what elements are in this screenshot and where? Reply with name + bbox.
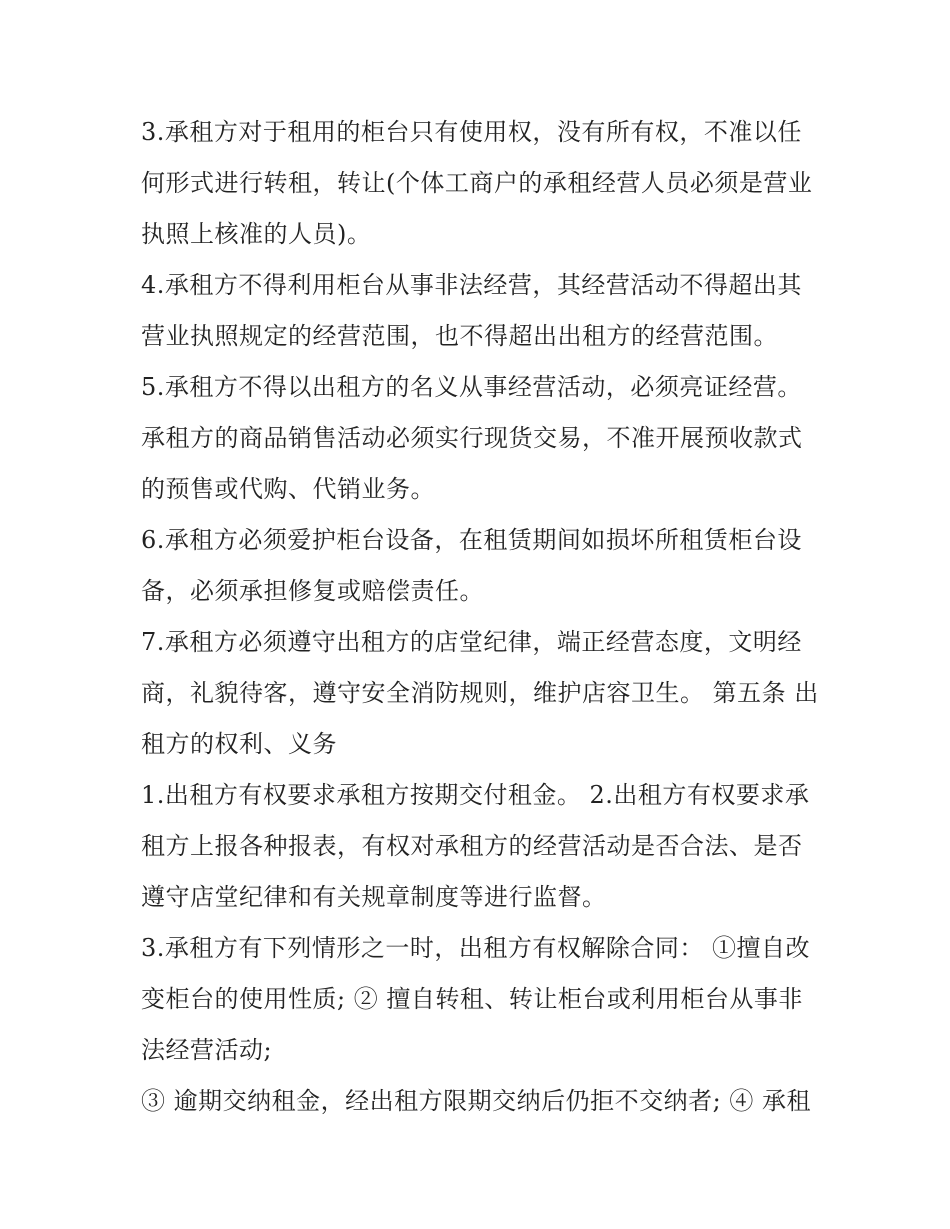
paragraph-clause-5-3: 3.承租方有下列情形之一时，出租方有权解除合同： ①擅自改变柜台的使用性质; ② 擅自转租、转让柜台或利用柜台从事非法经营活动;: [141, 934, 811, 1064]
paragraph-clause-4-7: 7.承租方必须遵守出租方的店堂纪律，端正经营态度，文明经商，礼貌待客，遵守安全消防规则，维护店容卫生。 第五条 出租方的权利、义务: [141, 628, 819, 758]
paragraph-clause-4-6: 6.承租方必须爱护柜台设备，在租赁期间如损坏所租赁柜台设备，必须承担修复或赔偿责任。: [141, 526, 802, 605]
paragraph-clause-5-1-2: 1.出租方有权要求承租方按期交付租金。 2.出租方有权要求承租方上报各种报表，有权对承租方的经营活动是否合法、是否遵守店堂纪律和有关规章制度等进行监督。: [141, 781, 810, 911]
paragraph-clause-5-3-continued: ③ 逾期交纳租金，经出租方限期交纳后仍拒不交纳者; ④ 承租: [141, 1087, 811, 1115]
document-body: [141, 107, 821, 1127]
paragraph-clause-4-5: 5.承租方不得以出租方的名义从事经营活动，必须亮证经营。承租方的商品销售活动必须实行现货交易，不准开展预收款式的预售或代购、代销业务。: [141, 373, 803, 503]
paragraph-clause-4-3: 3.承租方对于租用的柜台只有使用权，没有所有权，不准以任何形式进行转租，转让(个体工商户的承租经营人员必须是营业执照上核准的人员)。: [141, 118, 813, 248]
paragraph-clause-4-4: 4.承租方不得利用柜台从事非法经营，其经营活动不得超出其营业执照规定的经营范围，也不得超出出租方的经营范围。: [141, 271, 802, 350]
